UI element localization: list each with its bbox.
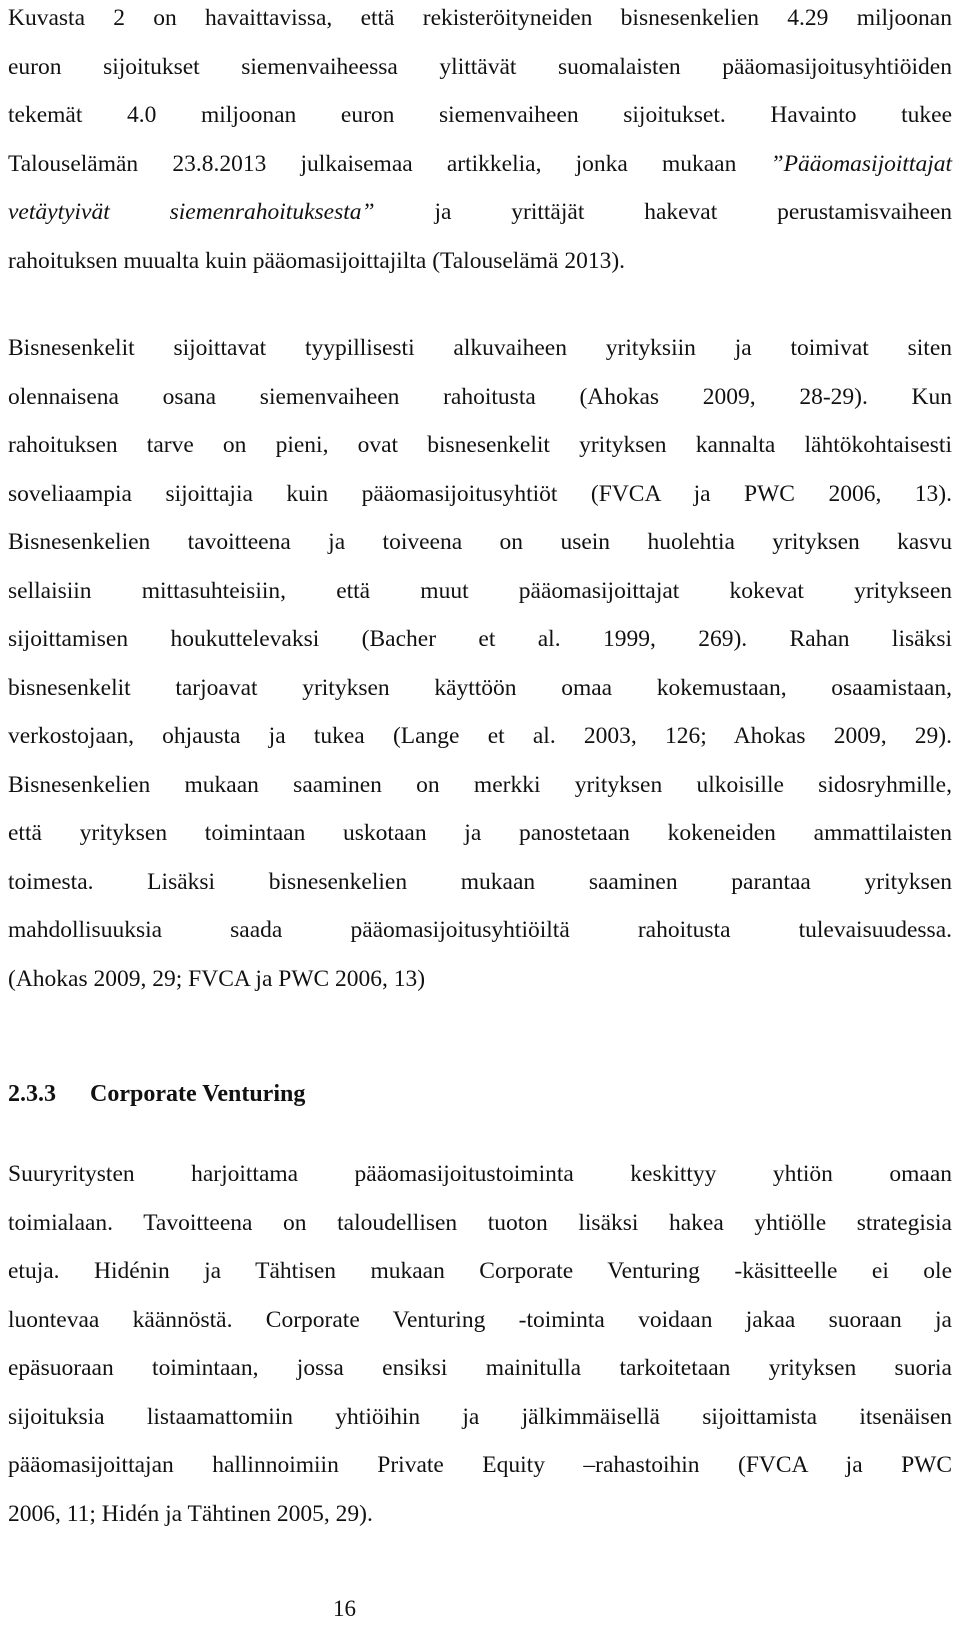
text-line: verkostojaan, ohjausta ja tukea (Lange et al. 2003, 126; Ahokas 2009, 29). — [8, 723, 952, 749]
quoted-title-italic: ”Pääomasijoittajat — [770, 150, 953, 177]
text-line: etuja. Hidénin ja Tähtisen mukaan Corporate Venturing -käsitteelle ei ole — [8, 1258, 952, 1284]
section-title: Corporate Venturing — [90, 1081, 306, 1107]
text-line: epäsuoraan toimintaan, jossa ensiksi mainitulla tarkoitetaan yrityksen suoria — [8, 1355, 952, 1381]
text-line: Suuryritysten harjoittama pääomasijoitustoiminta keskittyy yhtiön omaan — [8, 1161, 952, 1187]
text-line: Kuvasta 2 on havaittavissa, että rekisteröityneiden bisnesenkelien 4.29 miljoonan — [8, 5, 952, 31]
text-line — [8, 140, 952, 189]
text-segment: ja yrittäjät hakevat perustamisvaiheen — [434, 199, 953, 225]
text-line: (Ahokas 2009, 29; FVCA ja PWC 2006, 13) — [8, 965, 426, 992]
text-line: olennaisena osana siemenvaiheen rahoitusta (Ahokas 2009, 28-29). Kun — [8, 383, 952, 410]
text-line: Bisnesenkelien mukaan saaminen on merkki yrityksen ulkoisille sidosryhmille, — [8, 771, 952, 798]
text-line: Bisnesenkelien tavoitteena ja toiveena on usein huolehtia yrityksen kasvu — [8, 529, 952, 555]
text-line — [8, 188, 952, 237]
paragraph-business-angel-seed-investments — [8, 0, 952, 285]
section-heading — [8, 1078, 305, 1110]
text-line: rahoituksen muualta kuin pääomasijoittajilta (Talouselämä 2013). — [8, 247, 626, 274]
paragraph-business-angel-role — [8, 324, 952, 1003]
text-line: tekemät 4.0 miljoonan euron siemenvaiheen sijoitukset. Havainto tukee — [8, 102, 952, 128]
text-line: pääomasijoittajan hallinnoimiin Private Equity –rahastoihin (FVCA ja PWC — [8, 1452, 952, 1478]
text-line: että yrityksen toimintaan uskotaan ja panostetaan kokeneiden ammattilaisten — [8, 820, 952, 846]
text-line: toimialaan. Tavoitteena on taloudellisen tuoton lisäksi hakea yhtiölle strategisia — [8, 1209, 952, 1236]
text-line: euron sijoitukset siemenvaiheessa ylittävät suomalaisten pääomasijoitusyhtiöiden — [8, 53, 952, 80]
text-line: sijoituksia listaamattomiin yhtiöihin ja jälkimmäisellä sijoittamista itsenäisen — [8, 1403, 952, 1430]
section-number: 2.3.3 — [8, 1081, 56, 1107]
page-number: 16 — [333, 1596, 356, 1621]
text-line: mahdollisuuksia saada pääomasijoitusyhtiöiltä rahoitusta tulevaisuudessa. — [8, 917, 952, 943]
text-line: sijoittamisen houkuttelevaksi (Bacher et al. 1999, 269). Rahan lisäksi — [8, 626, 952, 652]
quoted-title-italic: vetäytyivät siemenrahoituksesta” — [8, 199, 375, 225]
text-line: rahoituksen tarve on pieni, ovat bisnesenkelit yrityksen kannalta lähtökohtaisesti — [8, 432, 952, 458]
text-line: Bisnesenkelit sijoittavat tyypillisesti alkuvaiheen yrityksiin ja toimivat siten — [8, 335, 952, 361]
text-line: soveliaampia sijoittajia kuin pääomasijoitusyhtiöt (FVCA ja PWC 2006, 13). — [8, 480, 952, 507]
text-line: toimesta. Lisäksi bisnesenkelien mukaan saaminen parantaa yrityksen — [8, 868, 952, 895]
text-segment: Talouselämän 23.8.2013 julkaisemaa artikkelia, jonka mukaan — [8, 150, 737, 177]
text-line: sellaisiin mittasuhteisiin, että muut pääomasijoittajat kokevat yritykseen — [8, 577, 952, 604]
text-line: 2006, 11; Hidén ja Tähtinen 2005, 29). — [8, 1500, 373, 1527]
text-line: luontevaa käännöstä. Corporate Venturing -toiminta voidaan jakaa suoraan ja — [8, 1306, 952, 1333]
text-line: bisnesenkelit tarjoavat yrityksen käyttöön omaa kokemustaan, osaamistaan, — [8, 674, 952, 701]
paragraph-corporate-venturing — [8, 1150, 952, 1538]
